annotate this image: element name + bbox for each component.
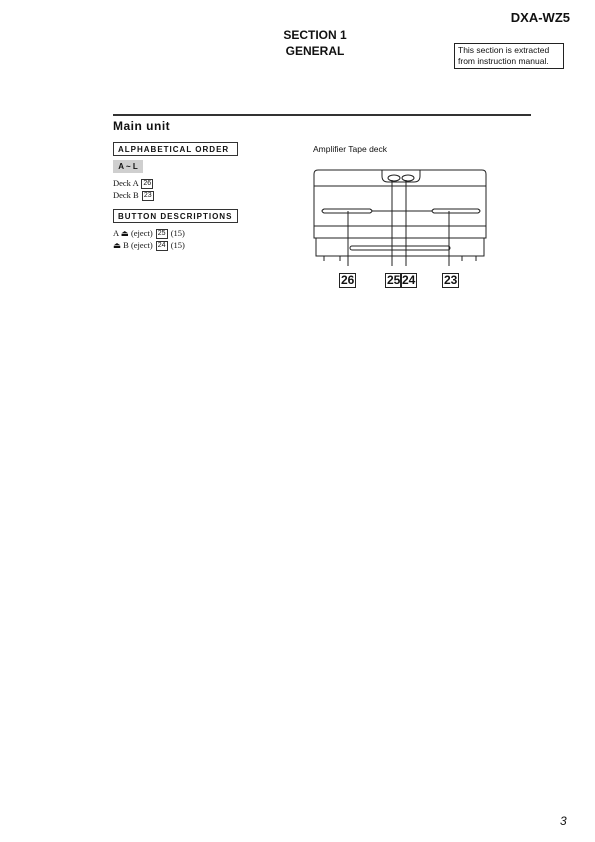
base-slot [350,246,450,250]
deck-b-door [432,209,480,213]
section-name: GENERAL [285,44,345,58]
ref-number: 23 [143,192,152,199]
list-item [113,190,155,201]
button-descriptions-label: BUTTON DESCRIPTIONS [113,209,238,223]
entry-text: A ⏏ (eject) [113,228,153,238]
eject-a-button [388,175,400,181]
ref-number: 26 [143,180,152,187]
alphabetical-order-label: ALPHABETICAL ORDER [113,142,238,156]
ref-number: 25 [157,230,166,237]
page-ref: (15) [170,240,185,250]
deck-base [316,238,484,256]
heading-rule [113,114,531,116]
deck-body [314,170,486,238]
eject-b-button [402,175,414,181]
diagram-caption: Amplifier Tape deck [313,144,388,154]
model-number: DXA-WZ5 [510,10,570,25]
main-unit-heading: Main unit [113,119,171,133]
notice-line-2: from instruction manual. [458,56,549,66]
alpha-range-badge: A ~ L [113,160,143,173]
tape-deck-illustration [310,166,495,266]
section-number: SECTION 1 [283,28,347,42]
list-item [113,228,185,239]
extract-notice [454,43,564,69]
entry-text: Deck B [113,190,139,200]
page-ref: (15) [170,228,185,238]
notice-line-1: This section is extracted [458,45,550,55]
callout-23: 23 [444,273,458,287]
section-title [230,27,400,59]
eject-housing [382,170,420,182]
ref-number: 24 [157,242,166,249]
page-number: 3 [560,814,567,828]
entry-text: ⏏ B (eject) [113,240,153,250]
list-item [113,178,154,189]
deck-a-door [322,209,372,213]
callout-24: 24 [402,273,416,287]
callout-26: 26 [341,273,355,287]
list-item [113,240,185,251]
callout-25: 25 [387,273,401,287]
entry-text: Deck A [113,178,139,188]
